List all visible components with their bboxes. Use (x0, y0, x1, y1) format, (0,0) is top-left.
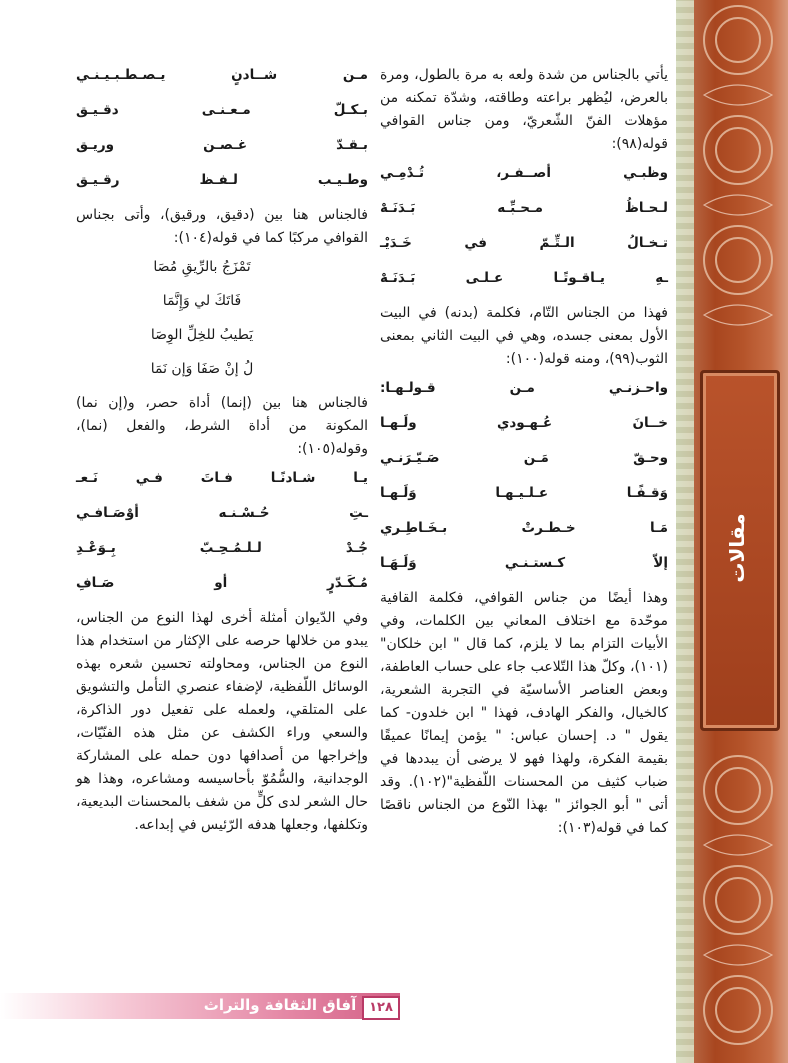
verse-line: خــانَ عُـهـودي ولَـهـا (380, 415, 668, 431)
paragraph: وهذا أيضًا من جناس القوافي، فكلمة القافية موحّدة مع اختلاف المعاني بين الكلمات، وفي الأبيات التزام بما لا يلزم، كما قال " ابن خلكان"(١٠١)، وكلّ هذا التّلاعب جاء على حساب العاطفة، وبعض العناصر الأساسيّة في التجربة الشعرية، كالخيال، والفكر الهادف، فهذا " ابن خلدون- كما يقول " د. إحسان عباس: " يؤمن إيمانًا عميقًا بقيمة الفكرة، ولهذا فهو لا يرضى أن يبددها في ضباب كثيف من المحسنات اللّفظية"(١٠٢). وقد أتى " أبو الجوائز " بهذا النّوع من الجناس ناقصًا كما في قوله(١٠٣): (380, 590, 668, 836)
verse-line: مـن شــادنٍ يـصـطـبـيـنـي (76, 67, 368, 83)
magazine-title: آفاق الثقافة والتراث (203, 996, 357, 1014)
paragraph: فهذا من الجناس التّام، فكلمة (بدنه) في البيت الأول بمعنى جسده، وهي في البيت الثاني بمعنى الثوب(٩٩)، ومنه قوله(١٠٠): (380, 305, 668, 367)
verse-line: جُـدْ لـلـمُـحِـبّ بِـوَعْـدِ (76, 540, 368, 556)
paragraph: يأتي بالجناس من شدة ولعه به مرة بالطول، ومرة بالعرض، ليُظهر براعته وطاقته، وشدّة تمكنه من مؤهلات الفنّ الشّعريّ، ومن جناس القوافي قوله(٩٨): (380, 67, 668, 152)
verse-line: مَـا خـطـرتْ بـخَـاطِـري (380, 520, 668, 536)
paragraph: وفي الدّيوان أمثلة أخرى لهذا النوع من الجناس، يبدو من خلالها حرصه على الإكثار من استخدام هذا النوع من الجناس، ومحاولته تحسين شعره بهذه الوسائل اللّفظية، لإضفاء عنصري التأمل والتشويق على المتلقي، ولعمله على تفعيل دور الذاكرة، والسعي وراء الكشف عن مثل هذه الفنّيّات، وإخراجها من أصدافها دون حمله على المشاركة الوجدانية، والسُّمُوّ بأحاسيسه ومشاعره، وهذا هو حال الشعر لدى كلٍّ من شغف بالمحسنات البديعية، وتكلفها، وجعلها هدفه الرّئيس في إبداعه. (76, 610, 368, 833)
verse-line: إلاّ كـستـنـي وَلَـهَـا (380, 555, 668, 571)
left-text-column (76, 64, 368, 843)
page-number: ١٢٨ (362, 996, 400, 1020)
verse-line: ـتِ حُـسْـنـه أوْصَـافـي (76, 505, 368, 521)
verse-line: وطـيـب لـفـظ رقـيـق (76, 172, 368, 188)
verse-line: بـقـدّ غـصـن وريـق (76, 137, 368, 153)
verse-line: وَقـفًـا عـلـيـهـا وَلَـهـا (380, 485, 668, 501)
verse-line: يَطيبُ للخِلِّ الوِصَا (150, 327, 254, 343)
verse-line: لُ إنْ صَفَا وَإن نَمَا (150, 361, 254, 377)
verse-line: وظبـي أصــفـر، تُـدْمِـي (380, 165, 668, 181)
verse-line: ـهِ يـاقـوتًـا عـلـى بَـدَنَـهْ (380, 270, 668, 286)
verse-line: بـكـلّ مـعـنـى دقـيـق (76, 102, 368, 118)
verse-line: لـحـاظُ مـحـبِّـه بَـدَنَـهْ (380, 200, 668, 216)
verse-line: مُـكَـدّرٍ أو صَـافِ (76, 575, 368, 591)
verse-line: فَاتَكَ لي وَإِنَّمَا (162, 293, 242, 309)
right-text-column (380, 64, 668, 846)
verse-line: وحـقّ مَـن صَـيّـرَنـي (380, 450, 668, 466)
verse-line: تـخـالُ الـتِّـمّ في خَـدَيْـ (380, 235, 668, 251)
verse-line: يـا شـادنًـا فـاتَ فـي نَـعـ (76, 470, 368, 486)
verse-line: تَمْزَجُ بالرِّيقِ مُصَا (153, 259, 251, 275)
verse-line: واحـزنـي مـن قـولـهـا: (380, 380, 668, 396)
paragraph: فالجناس هنا بين (إنما) أداة حصر، و(إن نما) المكونة من أداة الشرط، والفعل (نما)، وقوله(١٠٥): (76, 395, 368, 457)
section-label: مقالات (725, 513, 749, 583)
paragraph: فالجناس هنا بين (دقيق، ورقيق)، وأتى بجناس القوافي مركبًا كما في قوله(١٠٤): (76, 207, 368, 246)
